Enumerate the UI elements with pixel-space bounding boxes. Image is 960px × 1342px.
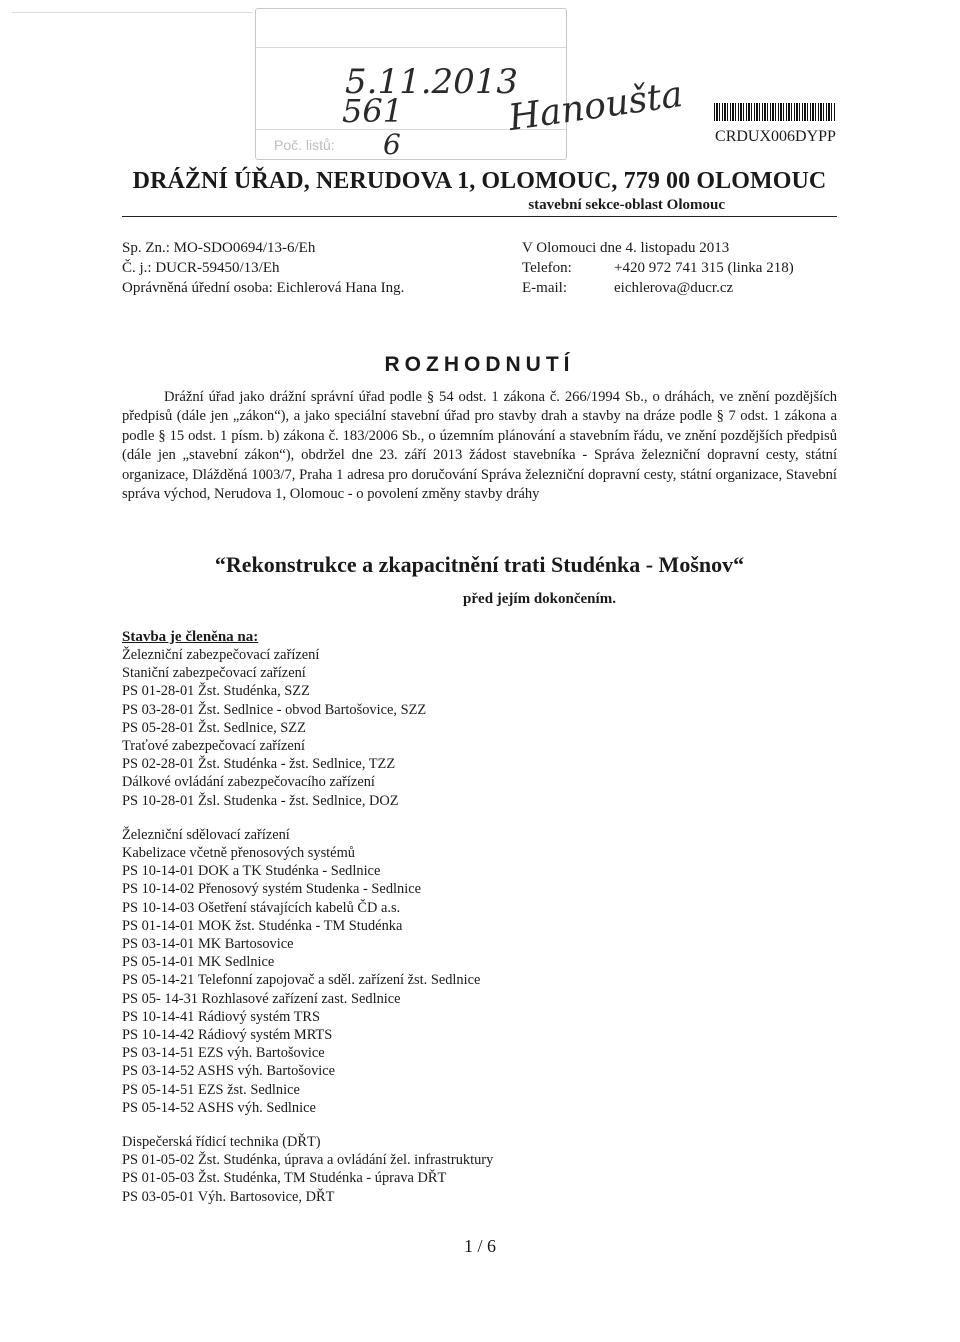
header-rule [122,216,837,217]
page-number: 1 / 6 [463,1236,496,1256]
list-item: PS 05-14-01 MK Sedlnice [122,954,275,971]
phone-row [522,258,794,278]
handwritten-date: 5.11.2013 [345,62,519,102]
list-item: Železniční sdělovací zařízení [122,826,290,843]
list-item: PS 05-14-51 EZS žst. Sedlnice [122,1081,300,1098]
list-item: PS 01-14-01 MOK žst. Studénka - TM Studénka [122,917,403,934]
list-item: PS 03-14-51 EZS výh. Bartošovice [122,1045,325,1062]
decision-title: ROZHODNUTÍ [384,353,575,376]
list-item: PS 03-28-01 Žst. Sedlnice - obvod Bartošovice, SZZ [122,701,427,718]
email-value[interactable]: eichlerova@ducr.cz [614,280,734,296]
handwritten-pages: 6 [383,128,401,161]
barcode-code: CRDUX006DYPP [715,128,836,145]
structure-title: Stavba je členěna na: [122,629,259,645]
structure-list [122,628,837,1206]
list-item: PS 03-14-52 ASHS výh. Bartošovice [122,1063,336,1080]
scan-edge-line [12,12,252,13]
list-group-dispatch [122,1133,837,1206]
list-item: Železniční zabezpečovací zařízení [122,647,320,663]
list-item: PS 01-05-02 Žst. Studénka, úprava a ovládání žel. infrastruktury [122,1152,494,1169]
list-group-telecom [122,826,837,1117]
barcode-graphic [714,103,836,121]
file-number: Sp. Zn.: MO-SDO0694/13-6/Eh [122,240,316,256]
project-subtitle: před jejím dokončením. [463,591,616,607]
list-item: Traťové zabezpečovací zařízení [122,738,305,755]
list-item: PS 10-14-01 DOK a TK Studénka - Sedlnice [122,863,381,880]
section-subheader: stavební sekce-oblast Olomouc [528,197,725,213]
list-item: PS 10-14-42 Rádiový systém MRTS [122,1027,333,1044]
list-item: Dálkové ovládání zabezpečovacího zařízení [122,774,375,791]
email-label: E-mail: [522,280,567,296]
list-item: PS 10-14-03 Ošetření stávajících kabelů ČD a.s. [122,899,401,916]
list-item: PS 05-14-52 ASHS výh. Sedlnice [122,1099,316,1116]
list-item: PS 05-14-21 Telefonní zapojovač a sděl. zařízení žst. Sedlnice [122,972,481,989]
intro-paragraph: Drážní úřad jako drážní správní úřad podle § 54 odst. 1 zákona č. 266/1994 Sb., o dráhách, ve znění pozdějších předpisů (dále jen „zákon“), a jako speciální stavební úřad pro stavby drah a stavby na dráze podle § 7 odst. 1 zákona a podle § 15 odst. 1 písm. b) zákona č. 183/2006 Sb., o územním plánování a stavebním řádu, ve znění pozdějších předpisů (dále jen „stavební zákon“), obdržel dne 23. září 2013 žádost stavebníka - Správa železniční dopravní cesty, státní organizace, Dlážděná 1003/7, Praha 1 adresa pro doručování Správa železniční dopravní cesty, státní organizace, Stavební správa východ, Nerudova 1, Olomouc - o povolení změny stavby dráhy [122,389,837,503]
list-item: PS 03-05-01 Výh. Bartosovice, DŘT [122,1188,335,1205]
list-group-signalling [122,646,837,810]
list-item: PS 05- 14-31 Rozhlasové zařízení zast. Sedlnice [122,990,401,1007]
stamp-pages-label: Poč. listů: [274,137,335,153]
list-item: Kabelizace včetně přenosových systémů [122,845,355,862]
list-item: PS 03-14-01 MK Bartosovice [122,936,294,953]
email-row [522,278,794,298]
phone-label: Telefon: [522,260,572,276]
official-person: Oprávněná úřední osoba: Eichlerová Hana Ing. [122,280,405,296]
case-number: Č. j.: DUCR-59450/13/Eh [122,260,280,276]
authority-header: DRÁŽNÍ ÚŘAD, NERUDOVA 1, OLOMOUC, 779 00 OLOMOUC [132,168,827,194]
project-name: “Rekonstrukce a zkapacitnění trati Studénka - Mošnov“ [214,552,745,577]
list-item: PS 01-28-01 Žst. Studénka, SZZ [122,683,310,700]
list-item: PS 10-28-01 Žsl. Studenka - žst. Sedlnice, DOZ [122,792,399,809]
handwritten-number: 561 [342,92,404,130]
list-item: PS 01-05-03 Žst. Studénka, TM Studénka - úprava DŘT [122,1170,447,1187]
list-item: Staniční zabezpečovací zařízení [122,665,306,682]
list-item: PS 10-14-02 Přenosový systém Studenka - Sedlnice [122,881,421,898]
list-item: Dispečerská řídicí technika (DŘT) [122,1134,321,1151]
phone-value: +420 972 741 315 (linka 218) [614,260,794,276]
handwritten-signature: Hanoušta [506,74,686,139]
reference-block [122,238,404,298]
contact-block [522,238,794,298]
list-item: PS 10-14-41 Rádiový systém TRS [122,1008,321,1025]
issue-date: V Olomouci dne 4. listopadu 2013 [522,240,730,256]
list-item: PS 05-28-01 Žst. Sedlnice, SZZ [122,719,306,736]
list-item: PS 02-28-01 Žst. Studénka - žst. Sedlnice, TZZ [122,756,396,773]
